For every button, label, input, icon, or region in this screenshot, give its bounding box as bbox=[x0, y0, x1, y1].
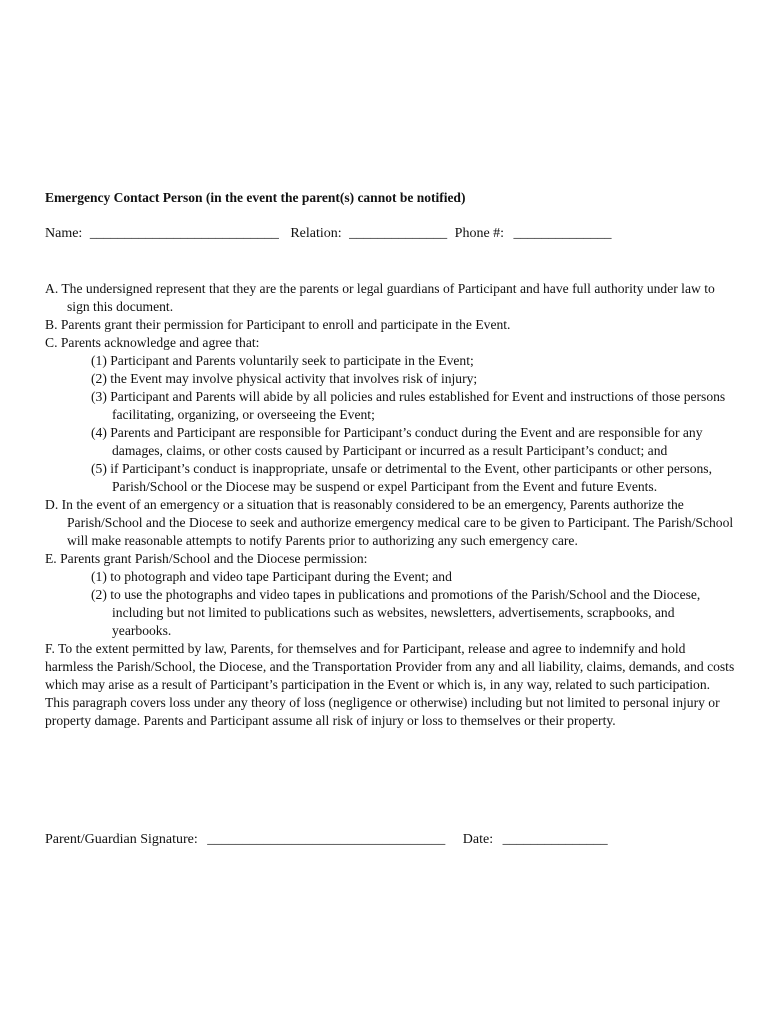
section-a: A. The undersigned represent that they are the parents or legal guardians of Participant and have full authority under law to sign this document. bbox=[45, 281, 715, 314]
emergency-contact-fields bbox=[45, 226, 612, 242]
agreement-body bbox=[45, 280, 735, 730]
section-e-item-1: (1) to photograph and video tape Participant during the Event; and bbox=[91, 569, 452, 584]
name-field[interactable]: ___________________________ bbox=[89, 226, 279, 241]
name-label: Name: bbox=[45, 226, 83, 241]
phone-label: Phone #: bbox=[454, 226, 505, 241]
signature-line bbox=[45, 832, 608, 848]
emergency-contact-heading: Emergency Contact Person (in the event the parent(s) cannot be notified) bbox=[45, 190, 466, 205]
section-e-item-2: (2) to use the photographs and video tapes in publications and promotions of the Parish/School and the Diocese, including but not limited to publications such as websites, newsletters, advertisements, scrapbooks, and yearbooks. bbox=[91, 587, 701, 638]
signature-label: Parent/Guardian Signature: bbox=[45, 832, 198, 847]
date-label: Date: bbox=[462, 832, 494, 847]
section-d: D. In the event of an emergency or a situation that is reasonably considered to be an emergency, Parents authorize the Parish/School and the Diocese to seek and authorize emergency medical care to be given to Participant. The Parish/School will make reasonable attempts to notify Parents prior to authorizing any such emergency care. bbox=[45, 497, 734, 548]
section-c-item-2: (2) the Event may involve physical activity that involves risk of injury; bbox=[91, 371, 478, 386]
section-e: E. Parents grant Parish/School and the Diocese permission: bbox=[45, 551, 368, 566]
date-field[interactable]: _______________ bbox=[502, 832, 608, 847]
relation-field[interactable]: ______________ bbox=[349, 226, 448, 241]
section-c-item-1: (1) Participant and Parents voluntarily seek to participate in the Event; bbox=[91, 353, 474, 368]
phone-field[interactable]: ______________ bbox=[513, 226, 612, 241]
relation-label: Relation: bbox=[290, 226, 342, 241]
signature-field[interactable]: __________________________________ bbox=[207, 832, 446, 847]
section-c-item-3: (3) Participant and Parents will abide by all policies and rules established for Event and instructions of those persons facilitating, organizing, or overseeing the Event; bbox=[91, 389, 726, 422]
section-f: F. To the extent permitted by law, Parents, for themselves and for Participant, release and agree to indemnify and hold harmless the Parish/School, the Diocese, and the Transportation Provider from any and all liability, claims, demands, and costs which may arise as a result of Participant’s participation in the Event or which is, in any way, related to such participation. This paragraph covers loss under any theory of loss (negligence or otherwise) including but not limited to personal injury or property damage. Parents and Participant assume all risk of injury or loss to themselves or their property. bbox=[45, 641, 735, 728]
section-c: C. Parents acknowledge and agree that: bbox=[45, 335, 260, 350]
section-c-item-4: (4) Parents and Participant are responsible for Participant’s conduct during the Event and are responsible for any damages, claims, or other costs caused by Participant or incurred as a result Participant’s conduct; and bbox=[91, 425, 703, 458]
section-c-item-5: (5) if Participant’s conduct is inappropriate, unsafe or detrimental to the Event, other participants or other persons, Parish/School or the Diocese may be suspend or expel Participant from the Event and future Events. bbox=[91, 461, 712, 494]
section-b: B. Parents grant their permission for Participant to enroll and participate in the Event. bbox=[45, 317, 511, 332]
